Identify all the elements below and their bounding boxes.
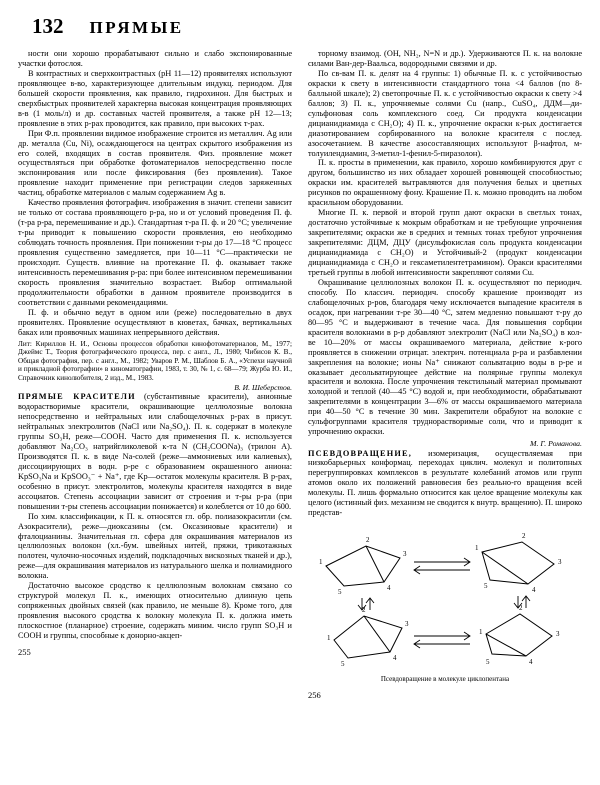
paragraph: Достаточно высокое сродство к целлюлозным волокнам связано со структурой молекул П. к., имеющих относительно длинную цепь сопряженных двойных связей (как правило, не меньше 8). Кроме того, для проявления высокого сродства к волокну молекула П. к. должна иметь плоскостное (планарное) строение, содержать миним. число групп SO₃H и COOH и группы, способные к донорно-акцеп-	[18, 581, 292, 641]
svg-text:2: 2	[362, 606, 366, 615]
paragraph: П. ф. и обычно ведут в одном или (реже) последовательно в двух проявителях. Проявление осуществляют в кюветах, бачках, вертикальных баках или проявочных машинах непрерывного действия.	[18, 307, 292, 337]
two-column-body	[18, 49, 582, 759]
svg-text:3: 3	[556, 630, 560, 639]
running-title: ПРЯМЫЕ	[89, 18, 184, 37]
paragraph: При Ф.п. проявлении видимое изображение строится из металлич. Ag или др. металла (Cu, Ni), осаждающегося на центрах скрытого изображения из его солей, входящих в состав проявителя. Физ. проявление может осуществляться при обработке фотоматериалов непосредственно после экспонирования или после фиксирования (без проявления). Такое проявление находит применение при регистрации следов заряженных частиц, обработке материалов с малым содержанием Ag в.	[18, 128, 292, 198]
section-title: ПСЕВДОВРАЩЕНИЕ,	[308, 448, 413, 458]
section-paragraph	[18, 392, 292, 511]
svg-text:3: 3	[405, 620, 409, 629]
svg-text:4: 4	[529, 658, 533, 667]
svg-text:5: 5	[338, 588, 342, 597]
figure	[308, 524, 582, 683]
section-body-text: изомеризация, осуществляемая при низкобарьерных конформац. переходах циклич. молекул и политопных перегруппировках комплексов в результате колебаний атомов или групп атомов около их положений равновесия без реально-го вращения всей молекулы. П. лишь формально относится как целое вращение молекулы как целого (истинный физ. механизм не сводится к внутр. вращению). П. широко представ-	[308, 448, 582, 518]
literature-reference: Лит: Кириллов Н. И., Основы процессов обработки кинофотоматериалов, М., 1977; Джеймс Т., Теория фотографического процесса, пер. с англ., Л., 1980; Чибисов К. В., Общая фотография, пер. с англ., М., 1982; Уваров Р. М., Шаблов Б. А., «Успехи научной и прикладной фотографии» в киноматографии, 1983, т. 30, № 1, с. 68—79; Журба Ю. И., Справочник кинолюбителя, 2 изд., М., 1983.	[18, 339, 292, 382]
left-page-number: 255	[18, 647, 31, 657]
svg-text:2: 2	[366, 536, 370, 545]
reference-signature: В. И. Шеберстов.	[234, 383, 292, 393]
svg-text:3: 3	[558, 558, 562, 567]
figure-caption: Псевдовращение в молекуле циклопентана	[380, 675, 510, 684]
svg-text:4: 4	[532, 586, 536, 595]
svg-text:4: 4	[393, 654, 397, 663]
paragraph: Качество проявления фотографич. изображения в значит. степени зависит не только от состава проявляющего р-ра, но и от условий проведения П. ф. (т-ра р-ра, перемешивание и др.). Стандартная т-ра П. ф. и 20 °C; увеличение т-ры приводит к повышению скорости проявления, ею необходимо соблюдать точность проявления. При понижении т-ры до 17—18 °C процесс проявления существенно замедляется, при 10—11 °C—практически не происходит. Существ. влияние на протекание П. ф. оказывает также интенсивность перемешивания р-ра: при более интенсивном перемешивании скорость проявления значительно возрастает. Выбор оптимальной продолжительности обработки в данном проявителе производится в соответствии с данными рекомендациями.	[18, 198, 292, 307]
section-signature: М. Г. Романова.	[529, 439, 582, 449]
svg-text:2: 2	[519, 604, 523, 613]
left-column	[18, 49, 292, 759]
svg-text:5: 5	[341, 660, 345, 669]
right-column	[308, 49, 582, 759]
paragraph: Многие П. к. первой и второй групп дают окраски в светлых тонах, достаточно устойчивые к мокрым обработкам и не требующие упрочнения закрепителями; окраски же в средних и темных тонах требуют упрочнения закрепителями: ДЦМ, ДЦУ (дисульфокислая соль продукта конденсации дицианидиамида с CH₂O) и Устойчивый-2 (продукт конденсации дицианидиамида с CH₂O и гексаметилентетрамином). Оракси красителями третьей группы в любой интенсивности закрепляют солями Cu.	[308, 208, 582, 277]
svg-text:1: 1	[479, 628, 483, 637]
cyclopentane-pseudorotation-diagram	[314, 524, 576, 674]
paragraph: Окрашивание целлюлозных волокон П. к. осуществляют по периодич. способу. По классич. периодич. способу крашение производят из слабощелочных р-ров, благодаря чему исключается выпадение красителя в осадок, при нагревании т-ре 30—40 °C, затем медленно повышают т-ру до 80—95 °C и выдерживают в течение часа. Для повышения сорбции красителя волокнами в р-р добавляют электролит (NaCl или Na₂SO₄) в кол-ве 10—20% от массы окрашиваемого материала, действие к-рого проявляется в снижении отрицат. электрич. потенциала р-ра и разбавлении закрепления на волокне; ионы Na⁺ снижают сольватацию воды в р-ре и оказывает десольватирующее действие на полярные группы молекул красителя и волокна. После упрочнения текстильный материал промывают холодной и теплой (40—45 °C) водой и, при необходимости, обрабатывают закрепителями в концентрации 3—6% от массы окрашиваемого материала при 40—50 °C в течение 30 мин. Закрепители обрабуют на волокне с сульфогруппами красителя труднорастворимые соли, что и приводит к упрочнению окраски.	[308, 277, 582, 437]
svg-text:3: 3	[403, 550, 407, 559]
paragraph: ности они хорошо прорабатывают сильно и слабо экспонированные участки фотослоя.	[18, 49, 292, 68]
section-paragraph	[308, 449, 582, 519]
svg-text:4: 4	[387, 584, 391, 593]
right-page-number: 256	[308, 689, 321, 700]
svg-text:5: 5	[484, 582, 488, 591]
section-body-text: (субстантивные красители), анионные водорастворимые красители, окрашивающие целлюлозные волокна непосредственно и нейтральных или слабощелочных р-рах в присут. нейтральных электролитов (NaCl или Na₂SO₄). П. к. содержат в молекуле группы SO₃H, реже—COOH. Часто для применения П. к. используется добавляют Na₂CO₃ натрийгликолевой к-та N (CH₂COONa)₃ (трилон А). Производятся П. к. в виде Na-солей (реже—аммониевых или калиевых), диссоциирующих в водн. р-ре с образованием окрашенного аниона: KpSO₃Na и KpSOO₃⁻ + Na⁺, где Kp—остаток молекулы красителя. В р-рах, особенно в присут. электролитов, молекулы красителя находятся в виде ассоциатов. Степень ассоциации зависит от строения и т-ры р-ра (при повышении т-ры степень ассоциации понижается) и колеблется от 10 до 600.	[18, 392, 292, 511]
paragraph: По хим. классификации, к П. к. относятся гл. обр. полиазокраситли (см. Азокрасители), реже—диоксазины (см. Оксазиновые красители) и фталоцианины. Значительная гл. сфера для окрашивания материалов из целлюлозных волокон (хл.-бум. швейных нитей, пряжи, трикотажных полотен, чулочно-носочных изделий, подкладочных вискозных тканей и др.), реже—для окрашивания материалов из натурального шелка и полиамидного волокна.	[18, 511, 292, 581]
svg-text:2: 2	[522, 532, 526, 541]
paragraph: П. к. просты в применении, как правило, хорошо комбинируются друг с другом, большинство из них обладает хорошей ровняющей способностью; окраски им. красителей вытравляются для получения белых и цветных рисунков по окрашенному фону. Крашение П. к. можно проводить на любом красильном оборудовании.	[308, 158, 582, 208]
svg-text:1: 1	[319, 558, 323, 567]
svg-text:1: 1	[475, 544, 479, 553]
paragraph: В контрастных и сверхконтрастных (рН 11—12) проявителях используют проявляющее в-во, характеризующее длительным индукц. периодом. Для большей скорости проявления, как правило, гидрохинон. Для быстрых и сверхбыстрых проявителей характерна высокая концентрация проявляющих в-в (1 моль/л) и др. составных частей проявителя, а также рН 12—13; проявление в этих р-рах проводится, как правило, при высоких т-рах.	[18, 68, 292, 128]
page-header	[32, 14, 582, 39]
svg-text:5: 5	[486, 658, 490, 667]
svg-text:1: 1	[327, 634, 331, 643]
paragraph: По св-вам П. к. делят на 4 группы: 1) обычные П. к. с устойчивостью окраски к свету в интенсивности стандартного тона <4 баллов (по 8-балльной шкале); 2) светопрочные П. к. с устойчивостью окраски к свету >4 баллов; 3) П. к., упрочняемые солями Cu (напр., CuSO₄, ДДМ—ди-сульфоновая соль комплексного соед. Си продукта конденсации дицианидиамида с CH₂O); 4) П. к., упрочнение окраски к-рых достигается диазотированием сорбированного на волокне красителя с послед. азосочетанием. В качестве азосоставляющих используют β-нафтол, м-толуилендиамин, 3-метил-1-фенил-5-пиразолон).	[308, 68, 582, 158]
section-title: ПРЯМЫЕ КРАСИТЕЛИ	[18, 392, 136, 402]
paragraph: торному взаимод. (OH, NH₂, N=N и др.). Удерживаются П. к. на волокне силами Ван-дер-Ваальса, водородными связями и др.	[308, 49, 582, 68]
folio-number: 132	[32, 14, 64, 38]
